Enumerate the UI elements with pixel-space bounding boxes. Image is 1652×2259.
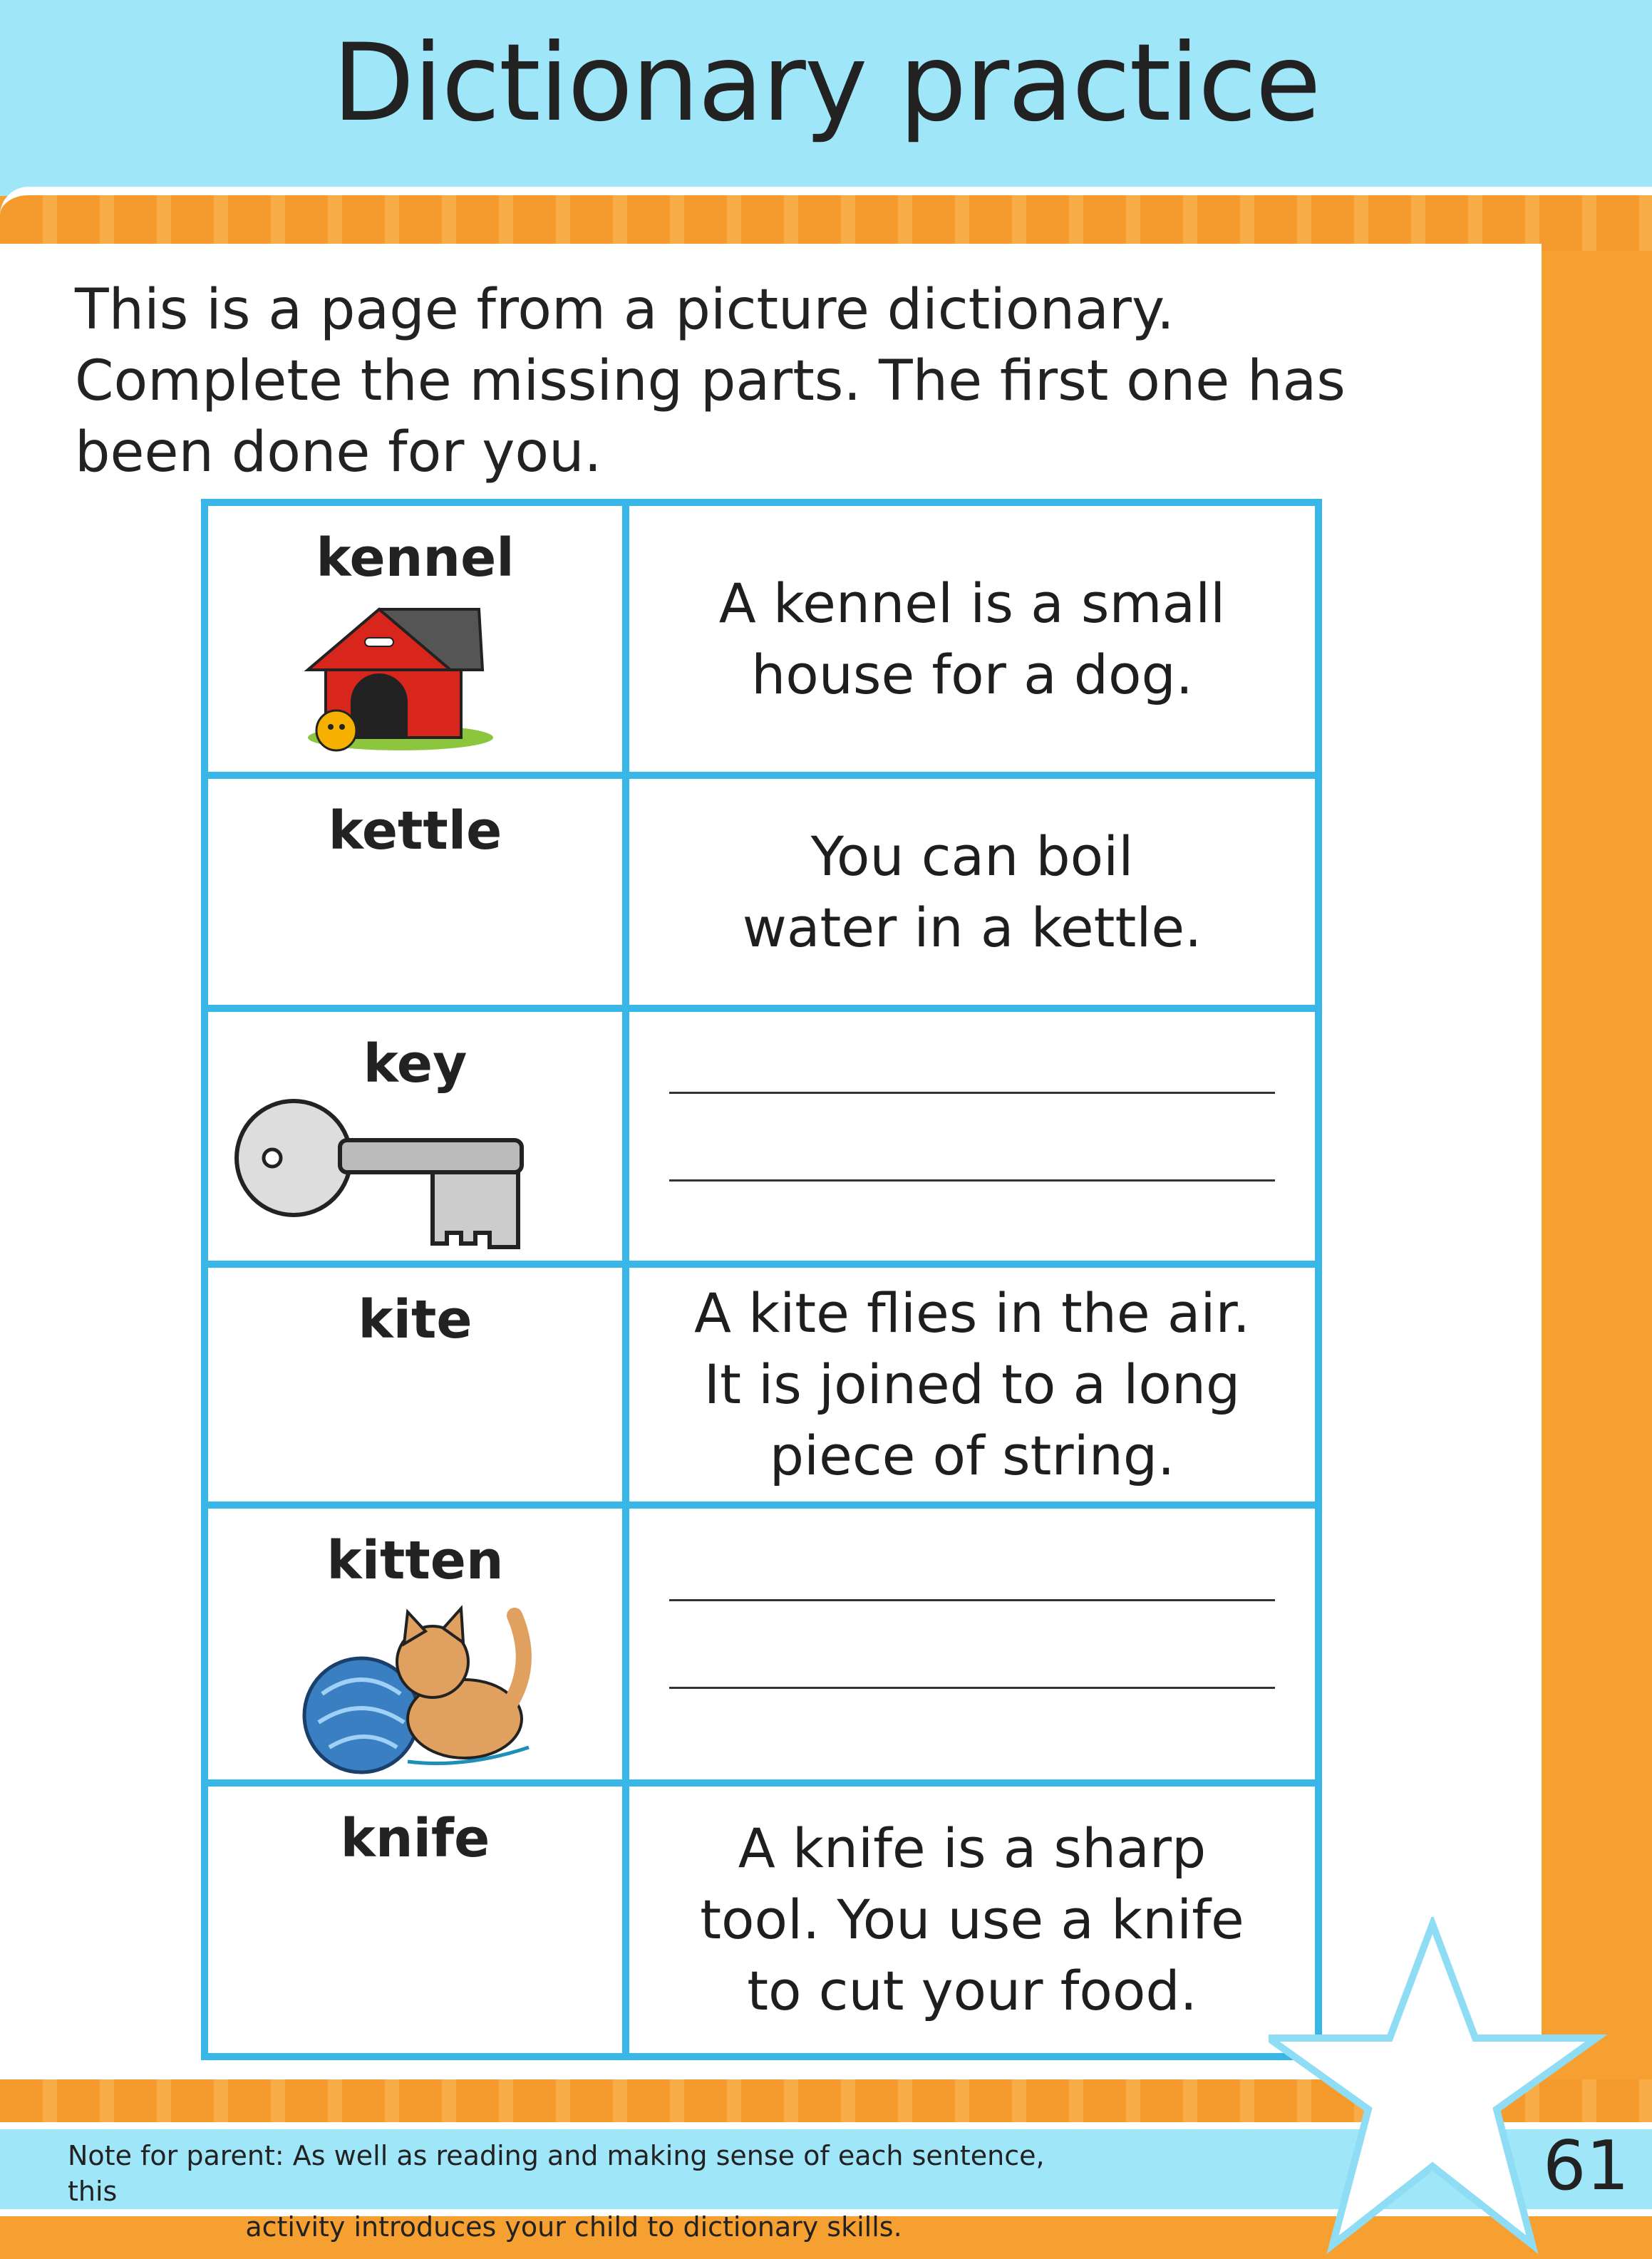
parent-note: [68, 2138, 1080, 2245]
doghouse-icon: [294, 602, 493, 752]
instruction-line: Complete the missing parts. The first one has: [75, 349, 1346, 413]
key-icon: [233, 1090, 532, 1254]
definition-cell: [629, 1787, 1315, 2053]
page-title: Dictionary practice: [332, 21, 1320, 145]
word-cell: [208, 1787, 629, 2053]
entry-word: key: [363, 1033, 468, 1095]
kitten-icon: [301, 1587, 550, 1779]
entry-word: knife: [340, 1808, 490, 1869]
word-cell: [208, 1509, 629, 1779]
definition-cell: [629, 1268, 1315, 1501]
instruction-line: been done for you.: [75, 420, 602, 485]
answer-line-2[interactable]: [669, 1179, 1275, 1182]
entry-word: kite: [358, 1289, 473, 1350]
definition-line: house for a dog.: [751, 642, 1193, 706]
answer-line-1[interactable]: [669, 1599, 1275, 1601]
table-row: [208, 1787, 1315, 2053]
definition-cell: [629, 1012, 1315, 1261]
definition-line: You can boil: [810, 824, 1134, 888]
definition-line: A knife is a sharp: [738, 1816, 1207, 1880]
answer-line-2[interactable]: [669, 1687, 1275, 1689]
word-cell: [208, 1268, 629, 1501]
table-row: [208, 1268, 1315, 1509]
definition-cell: [629, 506, 1315, 772]
definition-line: A kennel is a small: [718, 571, 1226, 635]
definition-line: A kite flies in the air.: [694, 1281, 1250, 1345]
page-number: 61: [1543, 2127, 1629, 2206]
header-band: [0, 0, 1652, 196]
table-row: [208, 779, 1315, 1012]
star-icon: [1269, 1917, 1611, 2259]
table-row: [208, 506, 1315, 779]
table-row: [208, 1012, 1315, 1268]
definition-line: It is joined to a long: [703, 1353, 1241, 1416]
dictionary-table: [201, 499, 1322, 2060]
instructions: [75, 274, 1358, 488]
definition-cell: [629, 779, 1315, 1005]
definition-line: tool. You use a knife: [700, 1888, 1244, 1951]
definition-cell: [629, 1509, 1315, 1779]
entry-word: kennel: [316, 527, 515, 589]
entry-word: kettle: [328, 800, 502, 862]
definition-line: to cut your food.: [747, 1959, 1197, 2022]
word-cell: [208, 779, 629, 1005]
orange-border-top: [0, 187, 1652, 251]
instruction-line: This is a page from a picture dictionary.: [75, 278, 1175, 342]
note-line: Note for parent: As well as reading and making sense of each sentence, this: [68, 2140, 1045, 2207]
definition-line: water in a kettle.: [742, 895, 1202, 959]
answer-line-1[interactable]: [669, 1092, 1275, 1094]
note-line: activity introduces your child to dictionary skills.: [245, 2211, 902, 2243]
definition-line: piece of string.: [769, 1424, 1175, 1487]
word-cell: [208, 1012, 629, 1261]
word-cell: [208, 506, 629, 772]
table-row: [208, 1509, 1315, 1787]
entry-word: kitten: [326, 1530, 504, 1591]
